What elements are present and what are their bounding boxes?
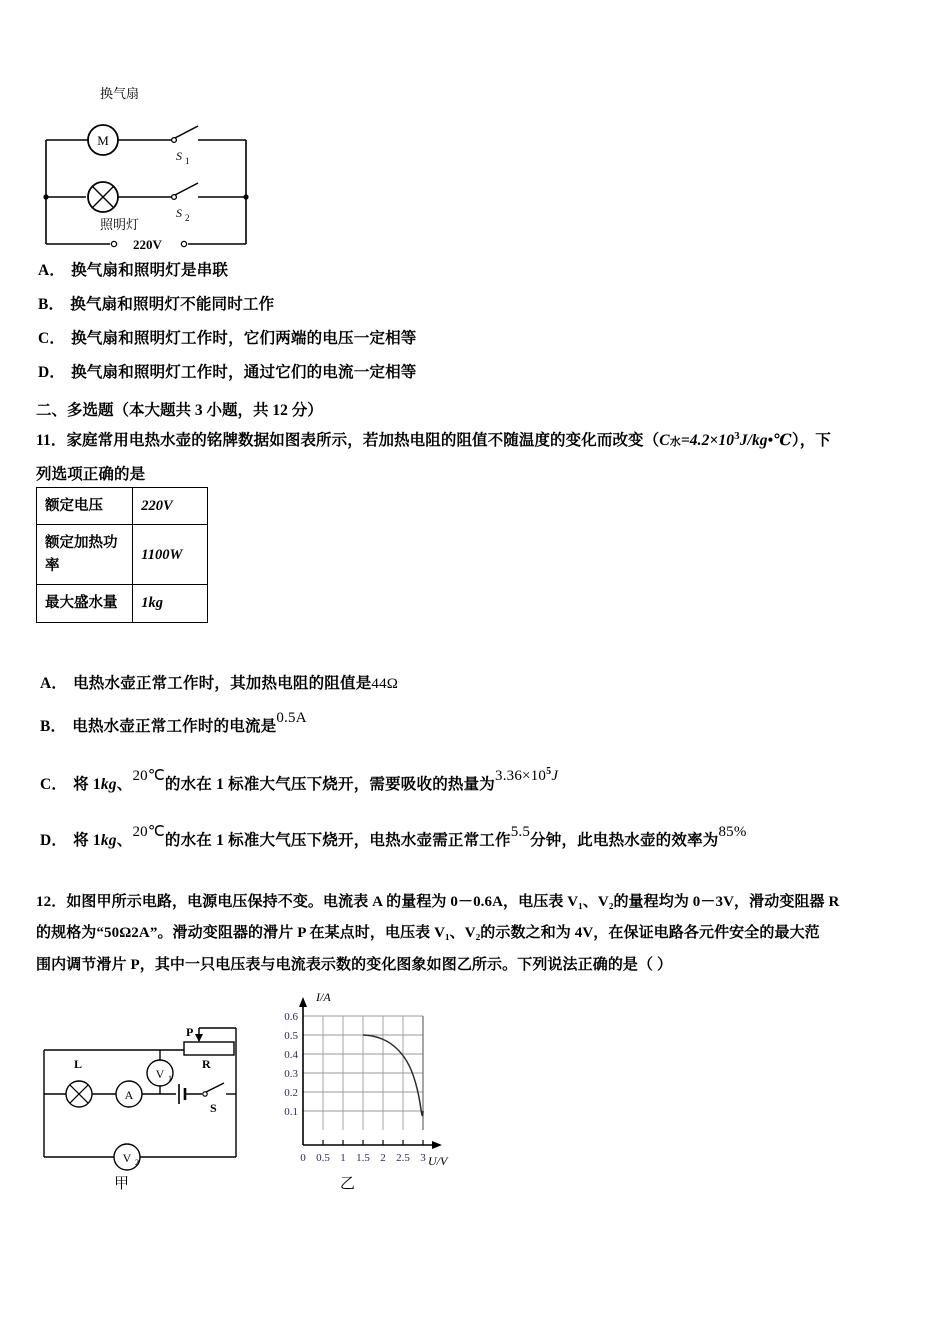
q10-circuit-figure	[38, 72, 268, 252]
svg-text:2.5: 2.5	[396, 1152, 410, 1164]
rheostat-label: R	[202, 1057, 211, 1071]
nameplate-value: 1100W	[133, 525, 208, 585]
option-label: D．	[40, 832, 68, 849]
svg-text:2: 2	[185, 213, 190, 223]
svg-text:V: V	[122, 1151, 132, 1165]
svg-text:1: 1	[340, 1152, 346, 1164]
nameplate-value: 1kg	[133, 585, 208, 622]
svg-text:2: 2	[135, 1158, 139, 1167]
option-math: 44Ω	[371, 676, 399, 692]
specific-heat-subscript: 水	[669, 436, 681, 448]
svg-text:0.2: 0.2	[284, 1087, 298, 1099]
option-text: 电热水壶正常工作时，其加热电阻的阻值是	[73, 675, 372, 692]
q10-option-b	[38, 296, 274, 315]
switch-label: S	[210, 1101, 217, 1115]
table-row	[37, 585, 208, 622]
svg-text:M: M	[97, 133, 109, 148]
svg-text:1: 1	[168, 1074, 172, 1083]
option-label: A．	[40, 675, 68, 692]
svg-text:A: A	[124, 1088, 134, 1102]
option-label: D．	[38, 364, 66, 381]
q11-stem-line2: 列选项正确的是	[36, 466, 146, 483]
option-temperature: 20℃	[132, 824, 165, 840]
lamp-label: 照明灯	[100, 217, 140, 232]
specific-heat-exponent: 3	[734, 429, 740, 442]
option-efficiency: 85%	[718, 824, 747, 840]
option-pre: 将 1	[73, 832, 101, 849]
q12-stem-line1	[36, 890, 839, 911]
option-text: 换气扇和照明灯是串联	[71, 262, 229, 279]
nameplate-key: 最大盛水量	[37, 585, 133, 622]
option-text: 换气扇和照明灯工作时，它们两端的电压一定相等	[71, 330, 417, 347]
x-axis-label: U/V	[428, 1154, 448, 1168]
table-row	[37, 488, 208, 525]
heat-unit: J	[551, 768, 559, 784]
svg-text:0.4: 0.4	[284, 1049, 298, 1061]
option-heat-value	[495, 768, 558, 784]
q11-option-c	[40, 766, 559, 795]
q12-number: 12．	[36, 894, 67, 910]
heat-base: 3.36×10	[495, 768, 547, 784]
kettle-nameplate-table	[36, 487, 208, 623]
nameplate-value: 220V	[133, 488, 208, 525]
q12-stem-line3: 围内调节滑片 P，其中一只电压表与电流表示数的变化图象如图乙所示。下列说法正确的是（ ）	[36, 957, 673, 973]
svg-text:0: 0	[300, 1152, 306, 1164]
svg-text:1.5: 1.5	[356, 1152, 370, 1164]
option-text: 换气扇和照明灯工作时，通过它们的电流一定相等	[71, 364, 417, 381]
option-mid: 的水在 1 标准大气压下烧开，电热水壶需正常工作	[164, 832, 511, 849]
nameplate-key: 额定电压	[37, 488, 133, 525]
fan-label: 换气扇	[100, 86, 140, 101]
q12-line1: 如图甲所示电路，电源电压保持不变。电流表 A 的量程为 0－0.6A，电压表 V₁、V₂的量程均为 0－3V，滑动变阻器 R	[66, 894, 840, 910]
heat-exponent: 5	[546, 766, 552, 777]
graph-caption-yi: 乙	[340, 1176, 356, 1192]
rheostat-symbol	[184, 1042, 234, 1055]
specific-heat-unit: J/kg•℃	[739, 432, 792, 449]
option-label: B．	[40, 718, 67, 735]
option-mid: 的水在 1 标准大气压下烧开，需要吸收的热量为	[164, 776, 495, 793]
option-label: A．	[38, 262, 66, 279]
option-label: C．	[40, 776, 68, 793]
specific-heat-value: =4.2×10	[680, 432, 735, 449]
specific-heat-symbol: C	[659, 432, 670, 449]
q11-stem-text: 家庭常用电热水壶的铭牌数据如图表所示，若加热电阻的阻值不随温度的变化而改变（	[66, 432, 660, 449]
svg-text:3: 3	[420, 1152, 426, 1164]
option-text: 换气扇和照明灯不能同时工作	[70, 296, 275, 313]
option-pre: 将 1	[73, 776, 101, 793]
option-unit: kg	[100, 776, 117, 793]
q11-stem-line1	[36, 428, 831, 450]
svg-text:0.5: 0.5	[284, 1030, 298, 1042]
lamp-label: L	[74, 1057, 83, 1071]
svg-text:2: 2	[380, 1152, 386, 1164]
svg-text:0.6: 0.6	[284, 1011, 298, 1023]
svg-text:S: S	[176, 206, 182, 220]
option-pre2: 、	[116, 832, 133, 849]
svg-text:V: V	[155, 1067, 165, 1081]
section-heading: 二、多选题（本大题共 3 小题，共 12 分）	[36, 402, 323, 419]
q10-option-d	[38, 364, 417, 383]
q10-option-a	[38, 262, 228, 281]
data-curve	[363, 1035, 423, 1116]
option-minutes: 5.5	[510, 824, 531, 840]
q12-graph-figure	[258, 985, 473, 1175]
table-row	[37, 525, 208, 585]
circuit-caption-jia: 甲	[114, 1176, 130, 1192]
q11-option-a	[40, 675, 398, 694]
grid-lines	[303, 1016, 423, 1130]
q11-option-b	[40, 710, 307, 737]
q12-circuit-figure	[36, 1022, 256, 1172]
svg-text:0.5: 0.5	[316, 1152, 330, 1164]
svg-text:0.1: 0.1	[284, 1106, 298, 1118]
q11-option-d	[40, 824, 747, 851]
option-unit: kg	[100, 832, 117, 849]
option-text: 电热水壶正常工作时的电流是	[72, 718, 277, 735]
y-axis-label: I/A	[316, 990, 331, 1004]
source-label: 220V	[133, 237, 162, 252]
option-temperature: 20℃	[132, 768, 165, 784]
svg-text:1: 1	[185, 156, 190, 166]
q12-stem-line2: 的规格为“50Ω2A”。滑动变阻器的滑片 P 在某点时，电压表 V₁、V₂的示数之和为 4V，在保证电路各元件安全的最大范	[36, 925, 820, 941]
option-mid2: 分钟，此电热水壶的效率为	[530, 832, 719, 849]
slider-label: P	[186, 1025, 194, 1039]
option-label: C．	[38, 330, 66, 347]
q10-option-c	[38, 330, 417, 349]
q11-number: 11．	[36, 432, 67, 449]
svg-text:S: S	[176, 149, 182, 163]
option-math: 0.5A	[276, 710, 307, 726]
nameplate-key: 额定加热功率	[37, 525, 133, 585]
q11-stem-tail: ），下	[791, 432, 831, 449]
option-label: B．	[38, 296, 65, 313]
svg-text:0.3: 0.3	[284, 1068, 298, 1080]
option-pre2: 、	[116, 776, 133, 793]
